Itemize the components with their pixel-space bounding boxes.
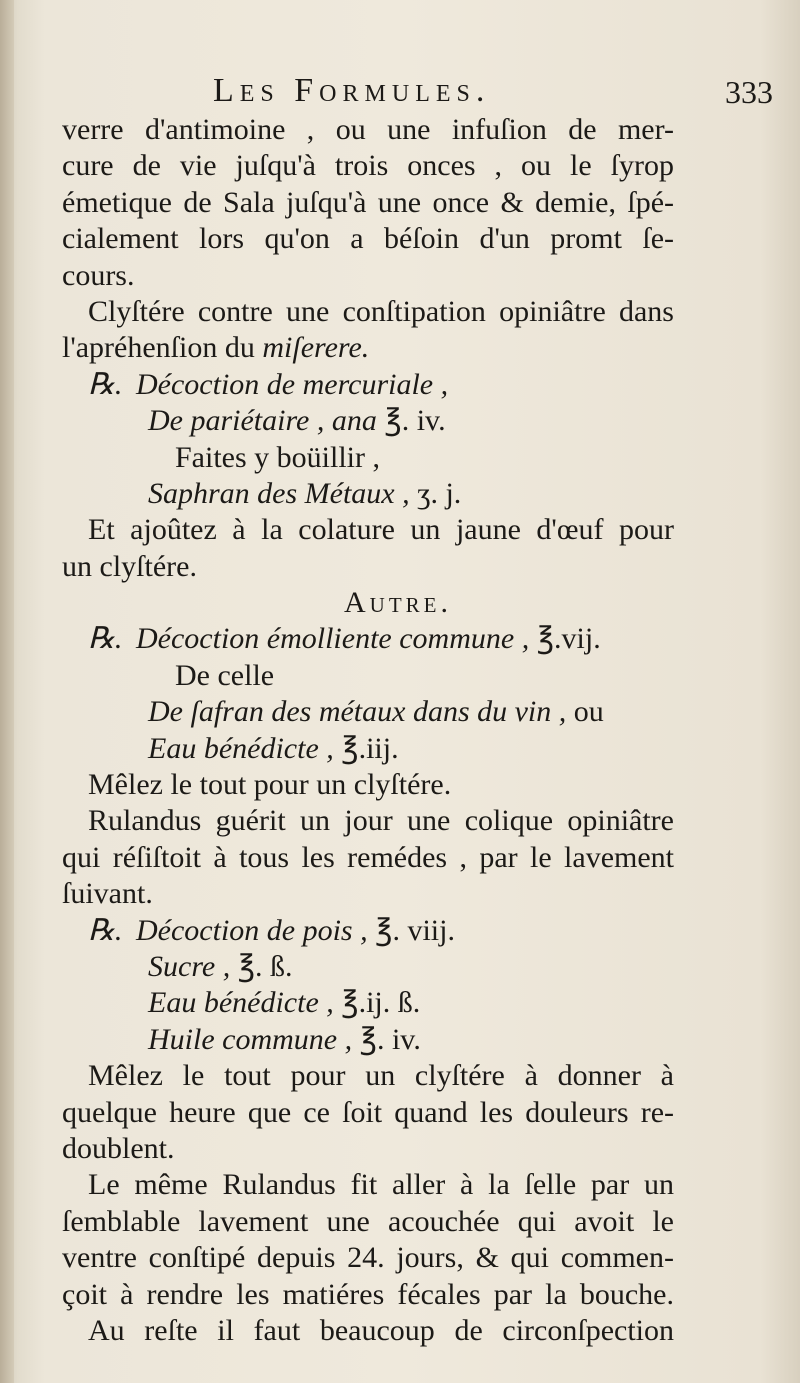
line-text: ʒ. j. <box>409 476 462 510</box>
text-line <box>62 985 674 1021</box>
text-line <box>62 658 674 694</box>
text-line <box>62 1131 674 1167</box>
line-text: De celle <box>175 658 275 692</box>
line-text: Et ajoûtez à la colature un jaune d'œuf pour <box>88 513 674 547</box>
recipe-symbol: ℞. <box>88 622 123 656</box>
italic-text: Huile commune , <box>148 1022 353 1056</box>
line-text: l'apréhenſion du <box>62 331 263 365</box>
line-text: cours. <box>62 258 135 292</box>
text-line <box>62 1277 674 1313</box>
running-title: Les Formules. <box>213 72 491 109</box>
line-text: doublent. <box>62 1131 175 1165</box>
text-line <box>62 840 674 876</box>
text-line <box>62 330 674 366</box>
text-line <box>62 112 674 148</box>
line-text: ventre conſtipé depuis 24. jours, & qui commen- <box>62 1241 674 1275</box>
line-text: Mêlez le tout pour un clyſtére à donner à <box>88 1059 674 1093</box>
text-line <box>62 1095 674 1131</box>
line-text: ℥. viij. <box>367 913 455 947</box>
text-line <box>62 1058 674 1094</box>
line-text: Autre. <box>344 586 452 620</box>
text-line <box>62 403 674 439</box>
line-text: çoit à rendre les matiéres fécales par la bouche. <box>62 1277 674 1311</box>
page-number: 333 <box>725 74 773 110</box>
italic-text: Eau bénédicte , <box>148 986 334 1020</box>
page-header <box>213 72 773 112</box>
text-line <box>62 694 674 730</box>
recipe-symbol: ℞. <box>88 367 123 401</box>
text-line <box>62 258 674 294</box>
line-text: Le même Rulandus fit aller à la ſelle par un <box>88 1168 674 1202</box>
line-text: Mêlez le tout pour un clyſtére. <box>88 768 452 802</box>
line-text: ou <box>566 695 604 729</box>
text-line <box>62 1167 674 1203</box>
text-line <box>62 148 674 184</box>
text-line <box>62 185 674 221</box>
line-text: un clyſtére. <box>62 549 197 583</box>
line-text: ſemblable lavement une acouchée qui avoit le <box>62 1204 674 1238</box>
text-line <box>62 476 674 512</box>
page-gutter-shadow <box>0 0 14 1383</box>
line-text: ℥.ij. ß. <box>333 986 421 1020</box>
text-line <box>62 1240 674 1276</box>
text-line <box>62 767 674 803</box>
italic-text: De pariétaire , ana <box>148 404 377 438</box>
line-text: ℥. ß. <box>230 949 293 983</box>
line-text: Au reſte il faut beaucoup de circonſpection <box>88 1313 674 1347</box>
line-text: ℥.iij. <box>333 731 399 765</box>
recipe-symbol: ℞. <box>88 913 123 947</box>
text-line <box>62 294 674 330</box>
italic-text: Décoction de mercuriale , <box>136 367 449 401</box>
italic-text: Sucre , <box>148 949 231 983</box>
section-heading <box>62 585 674 621</box>
line-text: Rulandus guérit un jour une colique opiniâtre <box>88 804 674 838</box>
text-line <box>62 731 674 767</box>
italic-text: Décoction émolliente commune , <box>136 622 530 656</box>
line-text: ℥. iv. <box>376 404 446 438</box>
line-text: ſuivant. <box>62 877 153 911</box>
text-line <box>62 876 674 912</box>
italic-text: miſerere. <box>262 331 370 365</box>
text-line <box>62 512 674 548</box>
text-line <box>62 1022 674 1058</box>
line-text: cialement lors qu'on a béſoin d'un promt ſe- <box>62 222 674 256</box>
line-text: Faites y boüillir , <box>175 440 380 474</box>
line-text: verre d'antimoine , ou une infuſion de mer- <box>62 113 674 146</box>
italic-text: Saphran des Métaux , <box>148 476 410 510</box>
italic-text: Eau bénédicte , <box>148 731 334 765</box>
text-line <box>62 440 674 476</box>
text-line <box>62 549 674 585</box>
line-text: ℥. iv. <box>352 1022 421 1056</box>
line-text: émetique de Sala juſqu'à une once & demie, ſpé- <box>62 185 674 219</box>
text-line <box>62 221 674 257</box>
line-text: qui réſiſtoit à tous les remédes , par le lavement <box>62 840 674 874</box>
recipe-line <box>62 367 674 403</box>
text-line <box>62 1313 674 1349</box>
text-line <box>62 1204 674 1240</box>
recipe-line <box>62 621 674 657</box>
recipe-line <box>62 913 674 949</box>
text-line <box>62 949 674 985</box>
line-text: ℥.vij. <box>529 622 601 656</box>
text-line <box>62 803 674 839</box>
line-text: quelque heure que ce ſoit quand les douleurs re- <box>62 1095 674 1129</box>
line-text: Clyſtére contre une conſtipation opiniâtre dans <box>88 294 674 328</box>
italic-text: De ſafran des métaux dans du vin , <box>148 695 567 729</box>
italic-text: Décoction de pois , <box>136 913 368 947</box>
line-text: cure de vie juſqu'à trois onces , ou le ſyrop <box>62 149 674 183</box>
page-body-text <box>62 112 674 1349</box>
